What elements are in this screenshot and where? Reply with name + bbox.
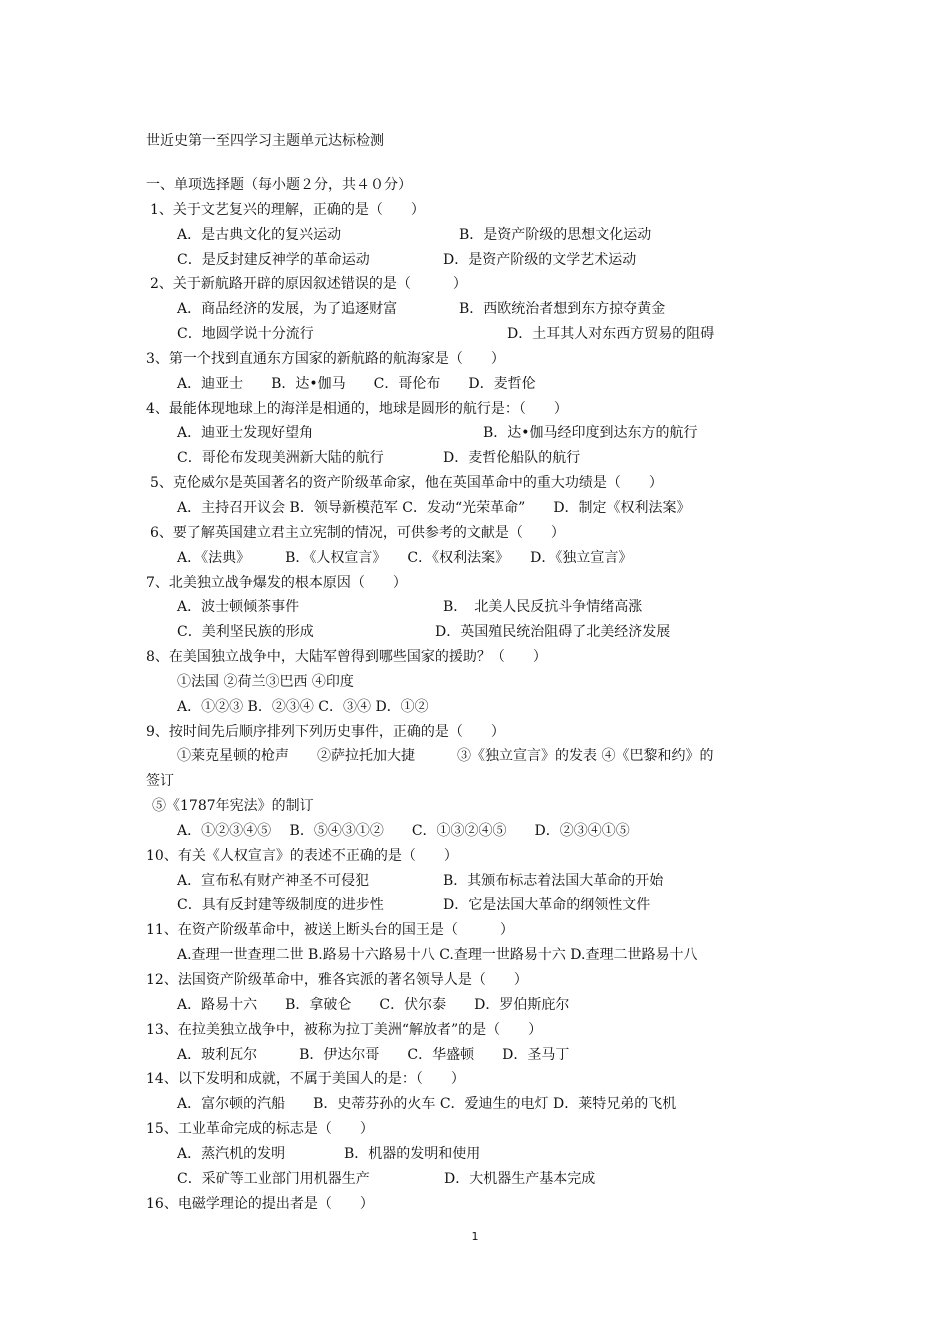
question-9-events-wrap: 签订 bbox=[146, 773, 174, 790]
question-9-options: A．①②③④⑤ B．⑤④③①② C．①③②④⑤ D．②③④①⑤ bbox=[177, 822, 630, 839]
question-2-option-c: C．地圆学说十分流行 bbox=[177, 326, 314, 343]
question-10-option-c: C．具有反封建等级制度的进步性 bbox=[177, 897, 384, 914]
question-1-option-c: C．是反封建反神学的革命运动 bbox=[177, 251, 370, 268]
question-5-stem: 5、克伦威尔是英国著名的资产阶级革命家，他在英国革命中的重大功绩是（ ） bbox=[150, 475, 663, 492]
question-10-stem: 10、有关《人权宣言》的表述不正确的是（ ） bbox=[146, 847, 458, 864]
question-list bbox=[146, 173, 806, 1216]
question-4-options-row-1 bbox=[146, 421, 806, 446]
question-13-options: A．玻利瓦尔 B．伊达尔哥 C．华盛顿 D．圣马丁 bbox=[177, 1046, 570, 1063]
question-2-option-b: B．西欧统治者想到东方掠夺黄金 bbox=[459, 301, 666, 318]
question-8-options: A．①②③ B．②③④ C．③④ D．①② bbox=[177, 698, 429, 715]
question-9-events: ①莱克星顿的枪声 ②萨拉托加大捷 ③《独立宣言》的发表 ④《巴黎和约》的 bbox=[177, 748, 714, 765]
question-7-option-d: D．英国殖民统治阻碍了北美经济发展 bbox=[435, 624, 671, 641]
question-7-option-c: C．美利坚民族的形成 bbox=[177, 624, 314, 641]
question-11-stem: 11、在资产阶级革命中，被送上断头台的国王是（ ） bbox=[146, 922, 514, 939]
question-9-event-5: ⑤《1787年宪法》的制订 bbox=[152, 798, 314, 815]
question-2-option-a: A．商品经济的发展，为了追逐财富 bbox=[177, 301, 398, 318]
question-5-options: A．主持召开议会 B．领导新模范军 C．发动“光荣革命” D．制定《权利法案》 bbox=[177, 499, 691, 516]
question-15-option-c: C．采矿等工业部门用机器生产 bbox=[177, 1170, 370, 1187]
question-1-option-b: B．是资产阶级的思想文化运动 bbox=[459, 226, 652, 243]
question-16-stem: 16、电磁学理论的提出者是（ ） bbox=[146, 1195, 374, 1212]
question-10-option-b: B．其颁布标志着法国大革命的开始 bbox=[443, 872, 664, 889]
question-4-option-a: A．迪亚士发现好望角 bbox=[177, 425, 314, 442]
question-1-options-row-1 bbox=[146, 223, 806, 248]
question-15-option-b: B．机器的发明和使用 bbox=[344, 1145, 481, 1162]
question-1-stem: 1、关于文艺复兴的理解，正确的是（ ） bbox=[150, 201, 425, 218]
question-13-stem: 13、在拉美独立战争中，被称为拉丁美洲“解放者”的是（ ） bbox=[146, 1021, 543, 1038]
question-6-stem: 6、要了解英国建立君主立宪制的情况，可供参考的文献是（ ） bbox=[150, 524, 565, 541]
question-10-option-d: D．它是法国大革命的纲领性文件 bbox=[443, 897, 651, 914]
question-15-option-a: A．蒸汽机的发明 bbox=[177, 1145, 286, 1162]
question-12-stem: 12、法国资产阶级革命中，雅各宾派的著名领导人是（ ） bbox=[146, 972, 528, 988]
document-title: 世近史第一至四学习主题单元达标检测 bbox=[146, 133, 384, 149]
question-14-options: A．富尔顿的汽船 B．史蒂芬孙的火车 C．爱迪生的电灯 D．莱特兄弟的飞机 bbox=[177, 1096, 677, 1113]
question-15-options-row-2 bbox=[146, 1167, 806, 1192]
question-2-options-row-1 bbox=[146, 297, 806, 322]
question-11-options: A.查理一世查理二世 B.路易十六路易十八 C.查理一世路易十六 D.查理二世路易十八 bbox=[177, 947, 698, 964]
question-3-stem: 3、第一个找到直通东方国家的新航路的航海家是（ ） bbox=[146, 350, 505, 367]
question-2-stem: 2、关于新航路开辟的原因叙述错误的是（ ） bbox=[150, 276, 467, 293]
question-1-option-d: D．是资产阶级的文学艺术运动 bbox=[443, 251, 637, 268]
question-4-option-b: B．达•伽马经印度到达东方的航行 bbox=[483, 425, 698, 442]
question-2-options-row-2 bbox=[146, 322, 806, 347]
question-4-options-row-2 bbox=[146, 446, 806, 471]
question-4-option-d: D．麦哲伦船队的航行 bbox=[443, 450, 581, 467]
question-7-options-row-1 bbox=[146, 595, 806, 620]
question-2-option-d: D．土耳其人对东西方贸易的阻碍 bbox=[507, 326, 715, 343]
question-7-option-a: A．波士顿倾茶事件 bbox=[177, 599, 300, 616]
question-12-options: A．路易十六 B．拿破仑 C．伏尔泰 D．罗伯斯庇尔 bbox=[177, 996, 570, 1013]
page-number: 1 bbox=[471, 1230, 479, 1243]
question-15-option-d: D．大机器生产基本完成 bbox=[444, 1170, 596, 1187]
question-14-stem: 14、以下发明和成就，不属于美国人的是：（ ） bbox=[146, 1071, 465, 1088]
question-3-options: A．迪亚士 B．达•伽马 C．哥伦布 D．麦哲伦 bbox=[177, 375, 536, 392]
question-4-stem: 4、最能体现地球上的海洋是相通的，地球是圆形的航行是：（ ） bbox=[146, 400, 568, 417]
question-7-stem: 7、北美独立战争爆发的根本原因（ ） bbox=[146, 574, 407, 591]
question-15-options-row-1 bbox=[146, 1142, 806, 1167]
question-15-stem: 15、工业革命完成的标志是（ ） bbox=[146, 1121, 374, 1138]
question-10-options-row-2 bbox=[146, 893, 806, 918]
question-1-option-a: A．是古典文化的复兴运动 bbox=[177, 226, 342, 243]
question-10-options-row-1 bbox=[146, 869, 806, 894]
question-8-stem: 8、在美国独立战争中，大陆军曾得到哪些国家的援助？（ ） bbox=[146, 649, 547, 666]
question-6-options: A．《法典》 B．《人权宣言》 C．《权利法案》 D．《独立宣言》 bbox=[177, 549, 633, 566]
question-4-option-c: C．哥伦布发现美洲新大陆的航行 bbox=[177, 450, 384, 467]
question-9-stem: 9、按时间先后顺序排列下列历史事件，正确的是（ ） bbox=[146, 723, 505, 740]
question-7-option-b: B． 北美人民反抗斗争情绪高涨 bbox=[443, 599, 643, 616]
question-1-options-row-2 bbox=[146, 248, 806, 273]
question-10-option-a: A．宣布私有财产神圣不可侵犯 bbox=[177, 872, 370, 889]
section-heading: 一、单项选择题（每小题２分，共４０分） bbox=[146, 177, 412, 193]
question-7-options-row-2 bbox=[146, 620, 806, 645]
question-8-choices: ①法国 ②荷兰③巴西 ④印度 bbox=[177, 673, 354, 690]
